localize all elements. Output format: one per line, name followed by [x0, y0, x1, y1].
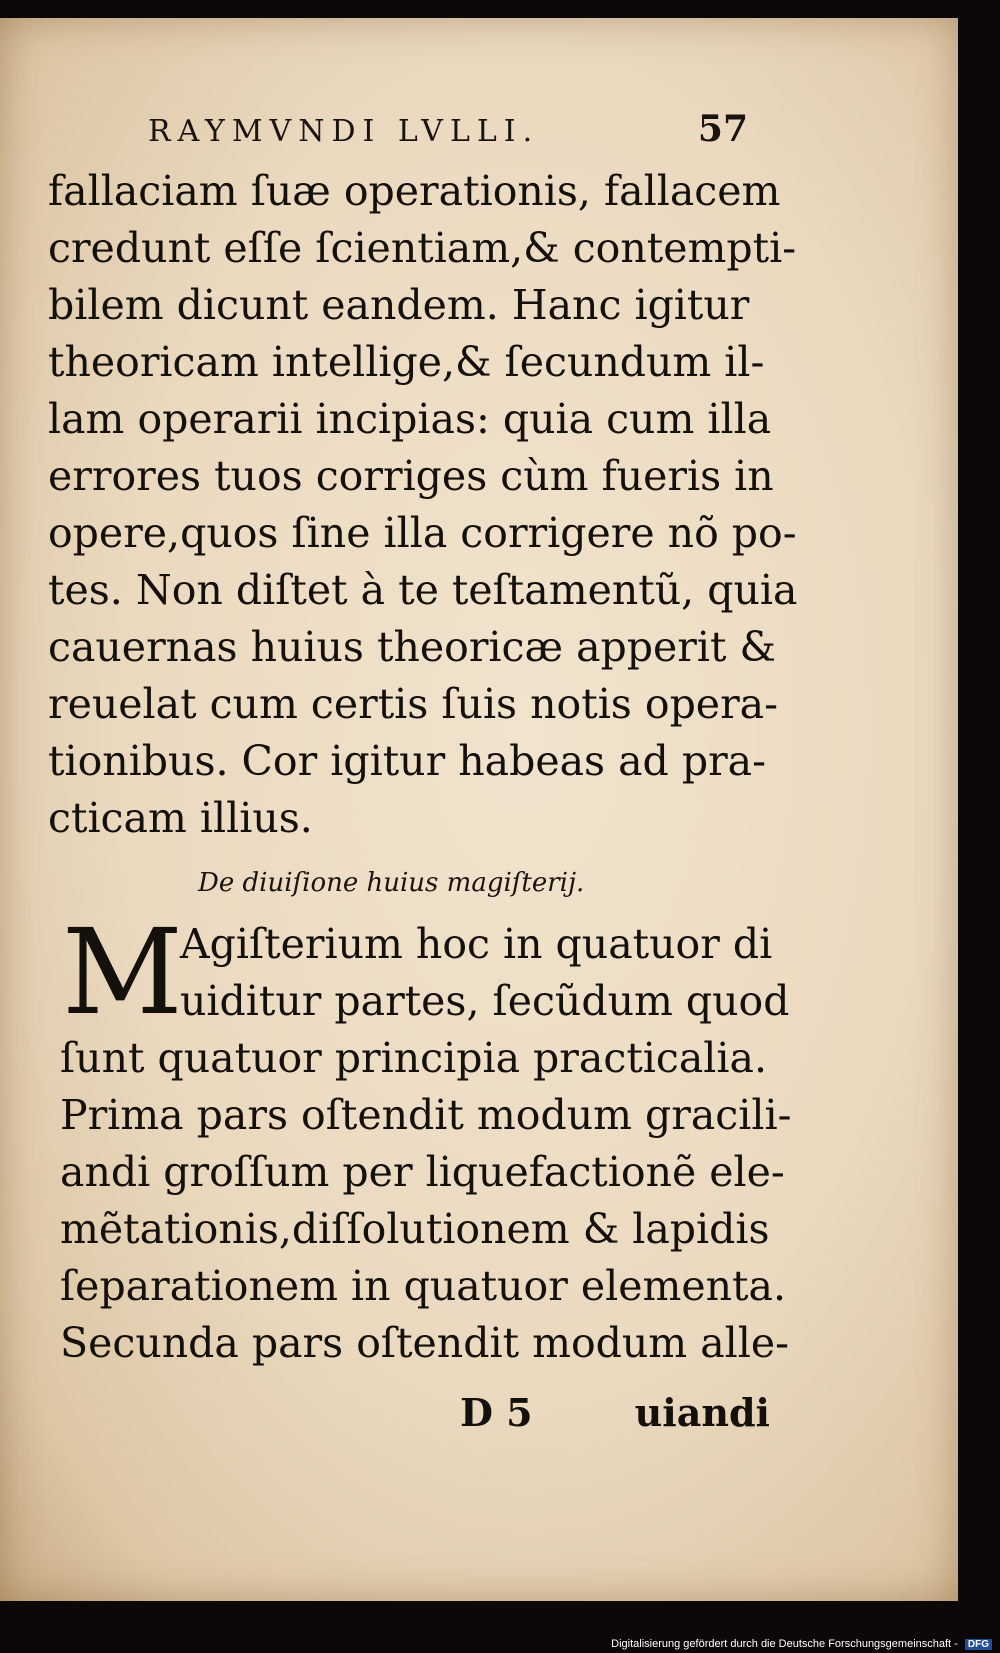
text-line: credunt eſſe ſcientiam,& contempti- [48, 224, 797, 272]
text-line: opere,quos ſine illa corrigere nõ po- [48, 509, 797, 557]
text-line: errores tuos corriges cùm fueris in [48, 452, 774, 500]
text-line: Prima pars oſtendit modum gracili- [60, 1091, 792, 1139]
text-line: mẽtationis,diſſolutionem & lapidis [60, 1205, 770, 1253]
text-line: uiditur partes, ſecũdum quod [180, 977, 790, 1025]
text-line: tes. Non diſtet à te teſtamentũ, quia [48, 566, 798, 614]
running-head: RAYMVNDI LVLLI. [148, 114, 540, 149]
text-line: cticam illius. [48, 794, 313, 842]
text-line: fallaciam ſuæ operationis, fallacem [48, 167, 781, 215]
page-footer-catchwords [60, 1390, 770, 1440]
text-line: tionibus. Cor igitur habeas ad pra- [48, 737, 766, 785]
text-line: cauernas huius theoricæ apperit & [48, 623, 776, 671]
text-block-1 [48, 163, 798, 847]
text-line: ſeparationem in quatuor elementa. [60, 1262, 787, 1310]
signature-mark: D 5 [460, 1390, 533, 1435]
text-line: lam operarii incipias: quia cum illa [48, 395, 772, 443]
dfg-logo: DFG [965, 1639, 992, 1650]
text-line: Agiſterium hoc in quatuor di [180, 920, 773, 968]
section-title: De diuiſione huius magiſterij. [198, 868, 585, 898]
book-page [0, 18, 958, 1601]
credit-text: Digitalisierung gefördert durch die Deutsche Forschungsgemeinschaft - [611, 1638, 958, 1650]
text-line: Secunda pars oſtendit modum alle- [60, 1319, 789, 1367]
text-line: andi groſſum per liquefactionẽ ele- [60, 1148, 785, 1196]
text-line: reuelat cum certis ſuis notis opera- [48, 680, 778, 728]
page-number: 57 [697, 108, 748, 150]
text-line: bilem dicunt eandem. Hanc igitur [48, 281, 750, 329]
page-header [148, 108, 748, 154]
drop-cap: M [62, 903, 183, 1041]
text-block-2 [60, 916, 792, 1372]
digitization-credit [611, 1638, 992, 1650]
catchword: uiandi [634, 1390, 770, 1435]
text-line: theoricam intellige,& ſecundum il- [48, 338, 765, 386]
text-line: ſunt quatuor principia practicalia. [60, 1034, 768, 1082]
